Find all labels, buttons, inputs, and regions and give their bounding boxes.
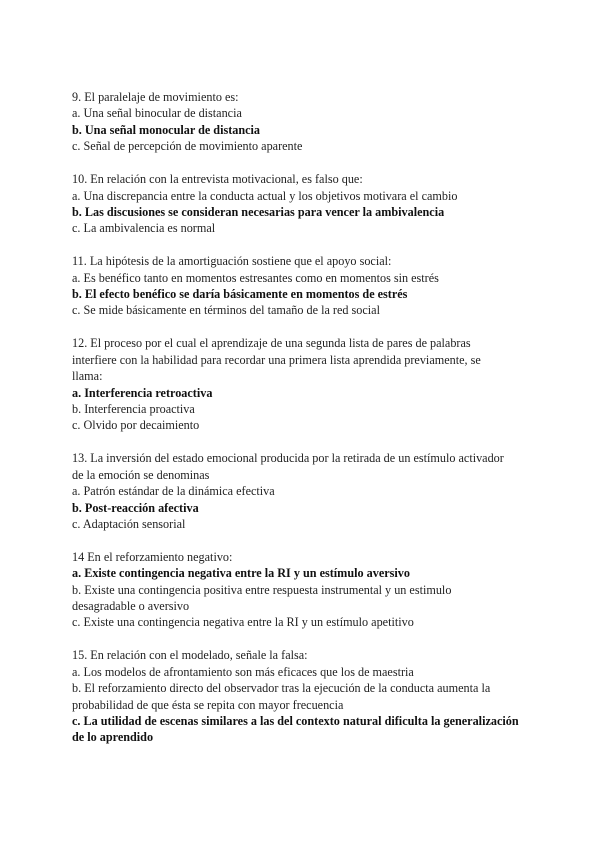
- answer-option: c. La ambivalencia es normal: [72, 221, 216, 236]
- question-stem: 11. La hipótesis de la amortiguación sostiene que el apoyo social:: [72, 254, 392, 269]
- correct-answer-option: a. Existe contingencia negativa entre la RI y un estímulo aversivo: [72, 566, 410, 581]
- correct-answer-option: a. Interferencia retroactiva: [72, 385, 213, 400]
- correct-answer-option: b. Una señal monocular de distancia: [72, 122, 261, 137]
- question-stem: de la emoción se denominas: [72, 467, 210, 482]
- correct-answer-option: c. La utilidad de escenas similares a las del contexto natural dificulta la generalización de lo aprendido: [72, 714, 519, 745]
- answer-option: b. El reforzamiento directo del observador tras la ejecución de la conducta aumenta la probabilidad de que ésta se repita con mayor frecuencia: [72, 681, 491, 712]
- answer-option: a. Una discrepancia entre la conducta actual y los objetivos motivara el cambio: [72, 188, 458, 203]
- question-block: [72, 171, 540, 237]
- correct-answer-option: b. Post-reacción afectiva: [72, 500, 199, 515]
- question-block: [72, 647, 540, 745]
- answer-option: a. Los modelos de afrontamiento son más eficaces que los de maestria: [72, 664, 414, 679]
- answer-option: b. Existe una contingencia positiva entre respuesta instrumental y un estimulo desagradable o aversivo: [72, 582, 452, 614]
- question-block: [72, 549, 540, 631]
- question-stem: interfiere con la habilidad para recordar una primera lista aprendida previamente, se: [72, 352, 481, 367]
- answer-option: a. Una señal binocular de distancia: [72, 106, 242, 121]
- correct-answer-option: b. El efecto benéfico se daría básicamente en momentos de estrés: [72, 287, 408, 302]
- question-stem: 14 En el reforzamiento negativo:: [72, 549, 233, 564]
- question-stem: 15. En relación con el modelado, señale la falsa:: [72, 648, 308, 663]
- question-block: [72, 253, 540, 319]
- question-stem: 10. En relación con la entrevista motivacional, es falso que:: [72, 172, 363, 187]
- question-block: [72, 450, 540, 532]
- question-stem: 9. El paralelaje de movimiento es:: [72, 90, 239, 104]
- question-stem: 13. La inversión del estado emocional producida por la retirada de un estímulo activador: [72, 451, 504, 466]
- answer-option: a. Patrón estándar de la dinámica efectiva: [72, 484, 275, 499]
- answer-option: c. Adaptación sensorial: [72, 516, 186, 531]
- answer-option: c. Existe una contingencia negativa entre la RI y un estímulo apetitivo: [72, 615, 414, 630]
- answer-option: c. Se mide básicamente en términos del tamaño de la red social: [72, 303, 380, 318]
- question-stem: llama:: [72, 369, 103, 384]
- question-block: [72, 89, 540, 155]
- question-block: [72, 335, 540, 433]
- answer-option: a. Es benéfico tanto en momentos estresantes como en momentos sin estrés: [72, 270, 439, 285]
- correct-answer-option: b. Las discusiones se consideran necesarias para vencer la ambivalencia: [72, 204, 445, 219]
- answer-option: c. Olvido por decaimiento: [72, 418, 200, 433]
- question-stem: 12. El proceso por el cual el aprendizaje de una segunda lista de pares de palabras: [72, 336, 471, 351]
- answer-option: b. Interferencia proactiva: [72, 402, 195, 416]
- answer-option: c. Señal de percepción de movimiento aparente: [72, 139, 303, 154]
